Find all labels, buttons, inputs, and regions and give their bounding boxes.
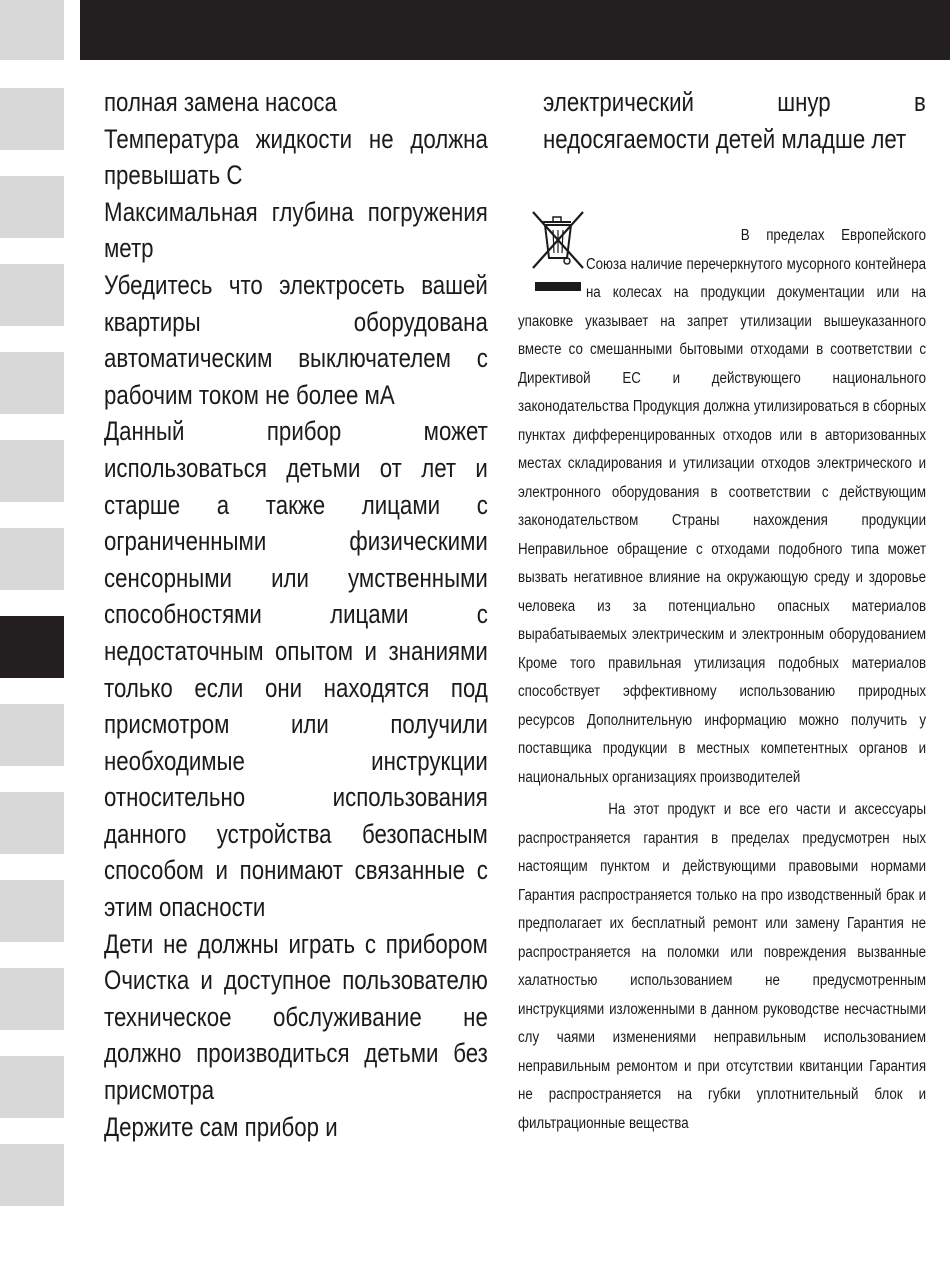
language-tab[interactable] <box>0 528 64 590</box>
language-tab[interactable] <box>0 440 64 502</box>
language-tabs <box>0 0 64 1266</box>
language-tab[interactable] <box>0 880 64 942</box>
language-tab-active[interactable] <box>0 616 64 678</box>
language-tab[interactable] <box>0 0 64 60</box>
paragraph: электрический шнур в недосягаемости детей младше лет <box>543 87 926 154</box>
language-tab[interactable] <box>0 704 64 766</box>
language-tab[interactable] <box>0 88 64 150</box>
paragraph: Держите сам прибор и <box>104 1111 338 1142</box>
left-column <box>104 84 488 1145</box>
language-tab[interactable] <box>0 968 64 1030</box>
paragraph: Дети не должны играть с прибором Очистка и доступное пользователю техническое обслуживание не должно производиться детьми без присмотра <box>104 928 488 1106</box>
header-bar <box>80 0 950 60</box>
paragraph: Максимальная глубина погружения метр <box>104 196 488 264</box>
paragraph: Данный прибор может использоваться детьми от лет и старше а также лицами с ограниченными физическими сенсорными или умственными способностями лицами с недостаточным опытом и знаниями только если они находятся под присмотром или получили необходимые инструкции относительно использования данного устройства безопасным способом и понимают связанные с этим опасности <box>104 416 488 923</box>
paragraph: Убедитесь что электросеть вашей квартиры оборудована автоматическим выключателем с рабочим током не более мА <box>104 269 488 410</box>
right-column-text <box>518 222 926 1138</box>
paragraph: полная замена насоса <box>104 87 337 117</box>
language-tab[interactable] <box>0 352 64 414</box>
language-tab[interactable] <box>0 1144 64 1206</box>
language-tab[interactable] <box>0 176 64 238</box>
paragraph: Температура жидкости не должна превышать С <box>104 123 488 191</box>
disposal-paragraph: В пределах Европейского Союза наличие перечеркнутого мусорного контейнера на колесах на продукции документации или на упаковке указывает на запрет утилизации вышеуказанного вместе со смешанными бытовыми отходами в соответствии с Директивой ЕС и действующего национального законодательства Продукция должна утилизироваться в сборных пунктах дифференцированных отходов или в авторизованных местах складирования и утилизации отходов электрического и электронного оборудования в соответствии с действующим законодательством Страны нахождения продукции Неправильное обращение с отходами подобного типа может вызвать негативное влияние на окружающую среду и здоровье человека из за потенциально опасных материалов вырабатываемых электрическим и электронным оборудованием Кроме того правильная утилизация подобных материалов способствует эффективному использованию природных ресурсов Дополнительную информацию можно получить у поставщика продукции в местных компетентных органов и национальных организациях производителей <box>518 227 927 786</box>
language-tab[interactable] <box>0 792 64 854</box>
right-column-top <box>543 84 926 157</box>
warranty-paragraph: На этот продукт и все его части и аксессуары распространяется гарантия в пределах предусмотрен ных настоящим пунктом и действующими правовыми нормами Гарантия распространяется только на про изводственный брак и предполагает их бесплатный ремонт или замену Гарантия не распространяется на поломки или повреждения вызванные халатностью использованием не предусмотренным инструкциями изложенными в данном руководстве несчастными слу чаями изменениями неправильным использованием неправильным ремонтом и при отсутствии квитанции Гарантия не распространяется на губки уплотнительный блок и фильтрационные вещества <box>518 801 927 1132</box>
language-tab[interactable] <box>0 1056 64 1118</box>
language-tab[interactable] <box>0 264 64 326</box>
